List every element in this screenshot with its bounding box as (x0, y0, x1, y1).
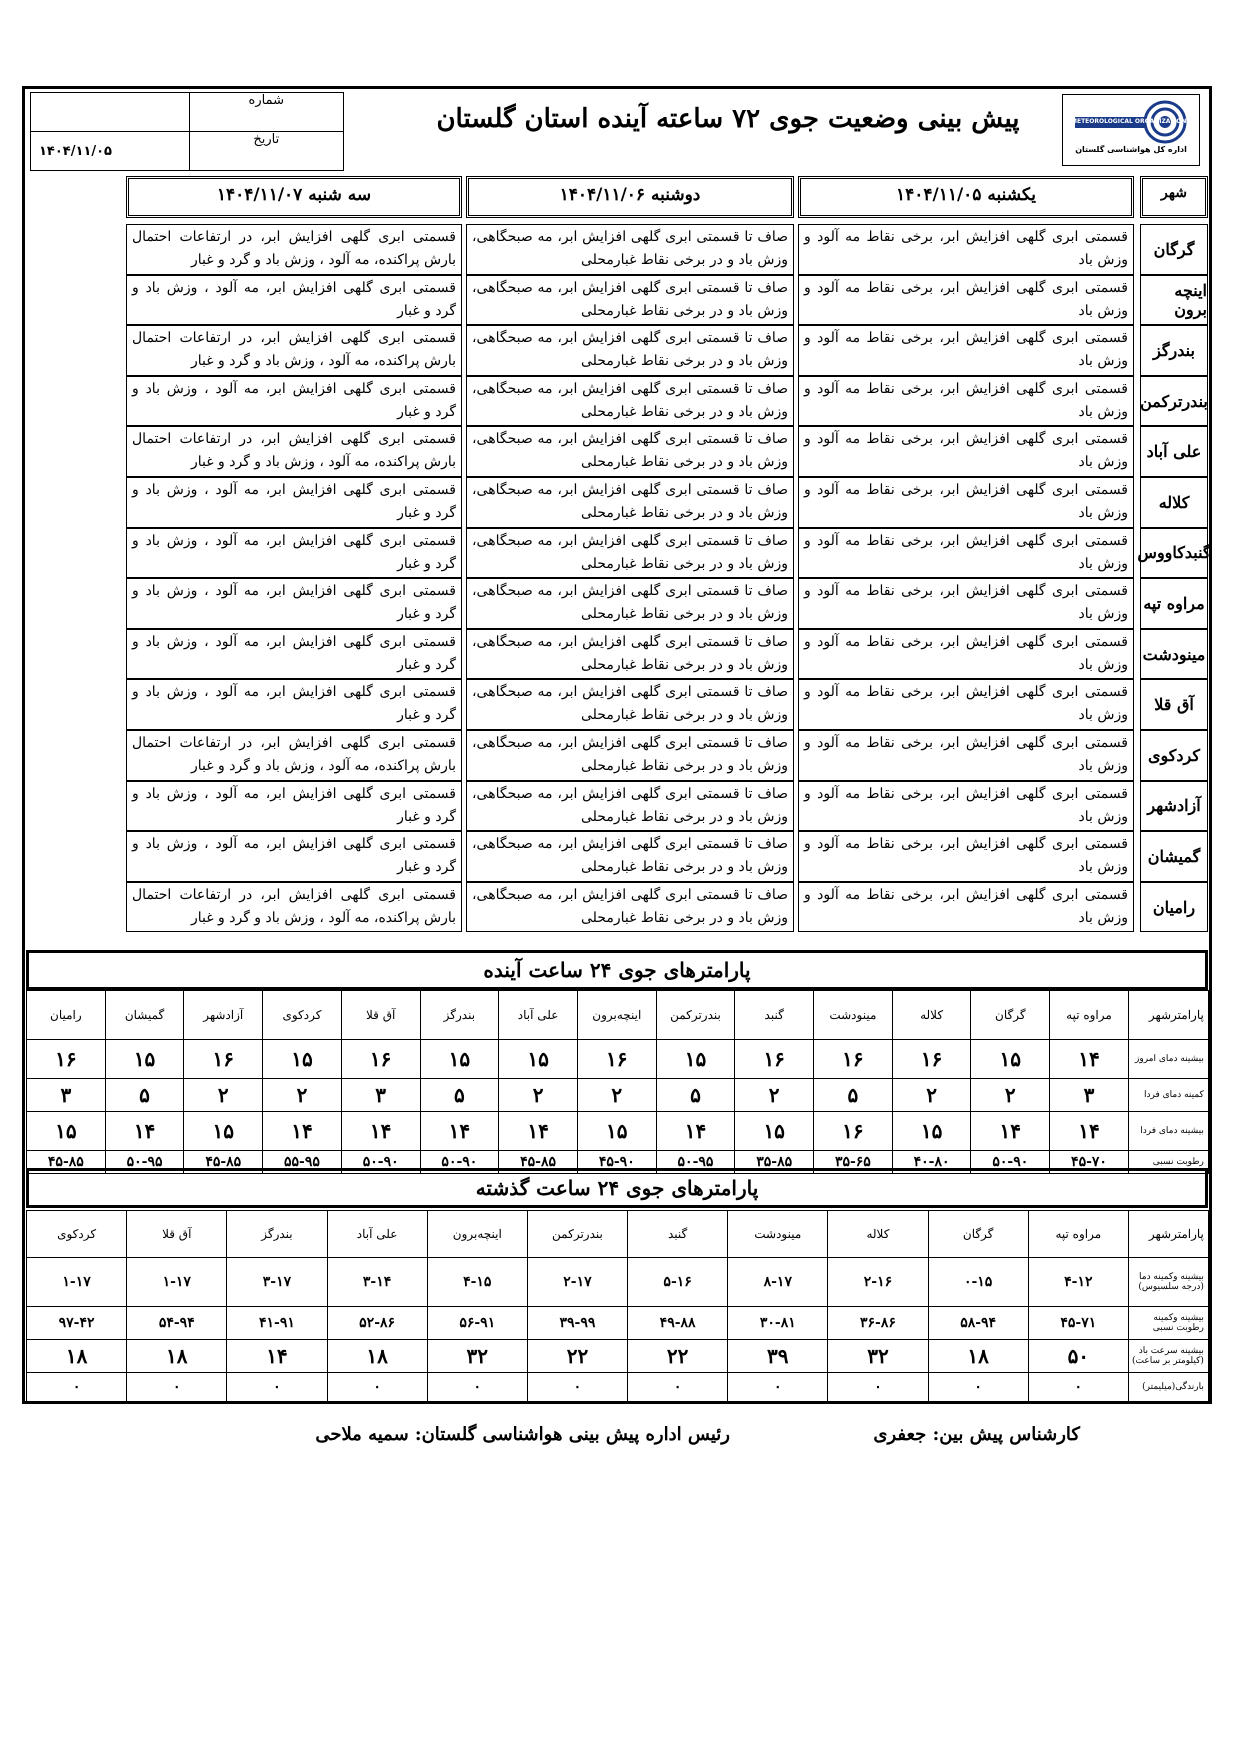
param-value: ۰ (27, 1373, 127, 1402)
next24-title: پارامترهای جوی ۲۴ ساعت آینده (26, 950, 1208, 990)
param-value: ۱۸ (127, 1340, 227, 1373)
param-value: ۱۴ (656, 1112, 735, 1151)
param-city: گرگان (928, 1211, 1028, 1258)
city-name: علی آباد (1140, 426, 1208, 477)
param-value: ۳-۱۴ (327, 1258, 427, 1307)
param-value: ۰ (427, 1373, 527, 1402)
param-value: ۲-۱۷ (527, 1258, 627, 1307)
param-row (27, 1340, 1209, 1373)
param-row-label: رطوبت نسبی (1128, 1151, 1208, 1174)
forecast-cell: قسمتی ابری گلهی افزایش ابر، برخی نقاط مه آلود و وزش باد (798, 679, 1134, 730)
param-city: رامیان (27, 991, 106, 1040)
forecast-cell: قسمتی ابری گلهی افزایش ابر، برخی نقاط مه آلود و وزش باد (798, 325, 1134, 376)
param-value: ۲ (971, 1079, 1050, 1112)
param-row-label: بیشینه وکمینه رطوبت نسبی (1128, 1307, 1208, 1340)
param-value: ۵ (814, 1079, 893, 1112)
param-value: ۳۵-۶۵ (814, 1151, 893, 1174)
forecast-cell: قسمتی ابری گلهی افزایش ابر، مه آلود ، وزش باد و گرد و غبار (126, 528, 462, 579)
forecast-cell: قسمتی ابری گلهی افزایش ابر، برخی نقاط مه آلود و وزش باد (798, 882, 1134, 933)
forecast-cell: قسمتی ابری گلهی افزایش ابر، مه آلود ، وزش باد و گرد و غبار (126, 376, 462, 427)
param-value: ۳۶-۸۶ (828, 1307, 928, 1340)
forecast-cell: قسمتی ابری گلهی افزایش ابر، مه آلود ، وزش باد و گرد و غبار (126, 275, 462, 326)
param-value: ۰-۱۵ (928, 1258, 1028, 1307)
forecast-cell: صاف تا قسمتی ابری گلهی افزایش ابر، مه صبحگاهی، وزش باد و در برخی نقاط غبارمحلی (466, 730, 794, 781)
param-value: ۴۱-۹۱ (227, 1307, 327, 1340)
param-value: ۱۵ (577, 1112, 656, 1151)
param-value: ۰ (1028, 1373, 1128, 1402)
city-name: کلاله (1140, 477, 1208, 528)
param-city: بندرگز (420, 991, 499, 1040)
past24-title: پارامترهای جوی ۲۴ ساعت گذشته (26, 1168, 1208, 1208)
forecast-cell: قسمتی ابری گلهی افزایش ابر، برخی نقاط مه آلود و وزش باد (798, 275, 1134, 326)
param-value: ۵۰-۹۰ (971, 1151, 1050, 1174)
param-value: ۳۲ (427, 1340, 527, 1373)
param-value: ۸-۱۷ (728, 1258, 828, 1307)
param-value: ۱۸ (327, 1340, 427, 1373)
forecast-cell: قسمتی ابری گلهی افزایش ابر، در ارتفاعات احتمال بارش پراکنده، مه آلود ، وزش باد و گرد و غبار (126, 882, 462, 933)
meta-table (30, 92, 344, 171)
param-value: ۱۴ (227, 1340, 327, 1373)
forecast-cell: قسمتی ابری گلهی افزایش ابر، برخی نقاط مه آلود و وزش باد (798, 730, 1134, 781)
param-value: ۱۵ (656, 1040, 735, 1079)
param-value: ۳۵-۸۵ (735, 1151, 814, 1174)
param-value: ۵۰ (1028, 1340, 1128, 1373)
param-value: ۴۵-۸۵ (27, 1151, 106, 1174)
param-city: گنبد (628, 1211, 728, 1258)
city-name: گمیشان (1140, 831, 1208, 882)
page-header (26, 90, 1208, 170)
param-value: ۴۵-۸۵ (184, 1151, 263, 1174)
param-value: ۵۵-۹۵ (263, 1151, 342, 1174)
forecast-cell: صاف تا قسمتی ابری گلهی افزایش ابر، مه صبحگاهی، وزش باد و در برخی نقاط غبارمحلی (466, 781, 794, 832)
day-header: یکشنبه ۱۴۰۴/۱۱/۰۵ (798, 176, 1134, 218)
param-value: ۴۵-۸۵ (499, 1151, 578, 1174)
param-value: ۵۰-۹۰ (420, 1151, 499, 1174)
forecast-cell: قسمتی ابری گلهی افزایش ابر، مه آلود ، وزش باد و گرد و غبار (126, 781, 462, 832)
param-city: علی آباد (499, 991, 578, 1040)
date-label: تاریخ (189, 132, 343, 171)
param-value: ۳۹-۹۹ (527, 1307, 627, 1340)
forecast-cell: صاف تا قسمتی ابری گلهی افزایش ابر، مه صبحگاهی، وزش باد و در برخی نقاط غبارمحلی (466, 679, 794, 730)
param-header-label: پارامترشهر (1128, 1211, 1208, 1258)
forecast-cell: صاف تا قسمتی ابری گلهی افزایش ابر، مه صبحگاهی، وزش باد و در برخی نقاط غبارمحلی (466, 578, 794, 629)
param-value: ۰ (127, 1373, 227, 1402)
param-value: ۱۴ (420, 1112, 499, 1151)
city-name: کردکوی (1140, 730, 1208, 781)
param-row (27, 1307, 1209, 1340)
forecast-cell: قسمتی ابری گلهی افزایش ابر، در ارتفاعات احتمال بارش پراکنده، مه آلود ، وزش باد و گرد و غبار (126, 325, 462, 376)
forecaster-signature: کارشناس پیش بین: جعفری (873, 1424, 1080, 1445)
city-name: اینچه برون (1140, 275, 1208, 326)
param-row-label: بیشینه سرعت باد (کیلومتر بر ساعت) (1128, 1340, 1208, 1373)
city-name: آزادشهر (1140, 781, 1208, 832)
param-city: علی آباد (327, 1211, 427, 1258)
param-value: ۳۲ (828, 1340, 928, 1373)
param-value: ۰ (928, 1373, 1028, 1402)
forecast-cell: صاف تا قسمتی ابری گلهی افزایش ابر، مه صبحگاهی، وزش باد و در برخی نقاط غبارمحلی (466, 831, 794, 882)
param-value: ۰ (728, 1373, 828, 1402)
param-value: ۱۵ (184, 1112, 263, 1151)
param-value: ۲-۱۶ (828, 1258, 928, 1307)
number-value (31, 93, 190, 132)
logo-text: METEOROLOGICAL ORGANIZATION (1071, 118, 1187, 125)
forecast-cell: قسمتی ابری گلهی افزایش ابر، در ارتفاعات احتمال بارش پراکنده، مه آلود ، وزش باد و گرد و غبار (126, 730, 462, 781)
param-value: ۱۶ (341, 1040, 420, 1079)
param-value: ۰ (227, 1373, 327, 1402)
forecast-cell: قسمتی ابری گلهی افزایش ابر، مه آلود ، وزش باد و گرد و غبار (126, 477, 462, 528)
param-value: ۴-۱۵ (427, 1258, 527, 1307)
param-city: اینچه‌برون (577, 991, 656, 1040)
param-value: ۱۸ (928, 1340, 1028, 1373)
forecast-cell: قسمتی ابری گلهی افزایش ابر، برخی نقاط مه آلود و وزش باد (798, 528, 1134, 579)
param-city: کلاله (892, 991, 971, 1040)
param-city: بندرگز (227, 1211, 327, 1258)
head-signature: رئیس اداره پیش بینی هواشناسی گلستان: سمیه ملاحی (315, 1424, 730, 1445)
day-header: سه شنبه ۱۴۰۴/۱۱/۰۷ (126, 176, 462, 218)
param-value: ۲ (735, 1079, 814, 1112)
param-value: ۰ (628, 1373, 728, 1402)
param-header-label: پارامترشهر (1128, 991, 1208, 1040)
param-value: ۱-۱۷ (27, 1258, 127, 1307)
city-name: مینودشت (1140, 629, 1208, 680)
param-value: ۳۹ (728, 1340, 828, 1373)
param-value: ۱۵ (105, 1040, 184, 1079)
param-row (27, 1040, 1209, 1079)
city-name: آق قلا (1140, 679, 1208, 730)
city-name: گنبدکاووس (1140, 528, 1208, 579)
day-header: دوشنبه ۱۴۰۴/۱۱/۰۶ (466, 176, 794, 218)
param-city: گمیشان (105, 991, 184, 1040)
param-value: ۵۴-۹۴ (127, 1307, 227, 1340)
param-value: ۱۶ (577, 1040, 656, 1079)
date-value: ۱۴۰۴/۱۱/۰۵ (31, 132, 190, 171)
param-value: ۱۵ (420, 1040, 499, 1079)
param-city: آق قلا (341, 991, 420, 1040)
param-value: ۰ (327, 1373, 427, 1402)
forecast-cell: قسمتی ابری گلهی افزایش ابر، برخی نقاط مه آلود و وزش باد (798, 376, 1134, 427)
param-value: ۲۲ (628, 1340, 728, 1373)
forecast-cell: قسمتی ابری گلهی افزایش ابر، برخی نقاط مه آلود و وزش باد (798, 224, 1134, 275)
param-row-label: بیشینه وکمینه دما (درجه سلسیوس) (1128, 1258, 1208, 1307)
param-value: ۱۴ (499, 1112, 578, 1151)
param-value: ۱۶ (735, 1040, 814, 1079)
param-city: اینچه‌برون (427, 1211, 527, 1258)
param-value: ۱۶ (814, 1112, 893, 1151)
city-header: شهر (1140, 176, 1208, 218)
param-value: ۵ (105, 1079, 184, 1112)
param-value: ۲ (184, 1079, 263, 1112)
param-value: ۱۵ (971, 1040, 1050, 1079)
param-city: کردکوی (27, 1211, 127, 1258)
forecast-cell: صاف تا قسمتی ابری گلهی افزایش ابر، مه صبحگاهی، وزش باد و در برخی نقاط غبارمحلی (466, 882, 794, 933)
param-row (27, 1258, 1209, 1307)
param-value: ۰ (527, 1373, 627, 1402)
param-value: ۵۸-۹۴ (928, 1307, 1028, 1340)
forecast-cell: قسمتی ابری گلهی افزایش ابر، مه آلود ، وزش باد و گرد و غبار (126, 629, 462, 680)
city-name: بندرگز (1140, 325, 1208, 376)
param-header-row (27, 991, 1209, 1040)
param-value: ۱۴ (105, 1112, 184, 1151)
forecast-cell: صاف تا قسمتی ابری گلهی افزایش ابر، مه صبحگاهی، وزش باد و در برخی نقاط غبارمحلی (466, 325, 794, 376)
forecast-cell: صاف تا قسمتی ابری گلهی افزایش ابر، مه صبحگاهی، وزش باد و در برخی نقاط غبارمحلی (466, 376, 794, 427)
param-row (27, 1079, 1209, 1112)
param-value: ۴۹-۸۸ (628, 1307, 728, 1340)
param-city: کلاله (828, 1211, 928, 1258)
param-value: ۱۴ (1050, 1112, 1129, 1151)
param-row (27, 1112, 1209, 1151)
param-value: ۰ (828, 1373, 928, 1402)
param-value: ۵۰-۹۵ (656, 1151, 735, 1174)
param-value: ۳ (341, 1079, 420, 1112)
forecast-cell: صاف تا قسمتی ابری گلهی افزایش ابر، مه صبحگاهی، وزش باد و در برخی نقاط غبارمحلی (466, 426, 794, 477)
forecast-cell: قسمتی ابری گلهی افزایش ابر، برخی نقاط مه آلود و وزش باد (798, 578, 1134, 629)
param-city: مراوه تپه (1028, 1211, 1128, 1258)
city-name: رامیان (1140, 882, 1208, 933)
forecast-cell: قسمتی ابری گلهی افزایش ابر، برخی نقاط مه آلود و وزش باد (798, 629, 1134, 680)
param-value: ۵ (420, 1079, 499, 1112)
param-city: گنبد (735, 991, 814, 1040)
param-value: ۵-۱۶ (628, 1258, 728, 1307)
param-row-label: بیشینه دمای فردا (1128, 1112, 1208, 1151)
param-value: ۱۵ (735, 1112, 814, 1151)
forecast-cell: قسمتی ابری گلهی افزایش ابر، برخی نقاط مه آلود و وزش باد (798, 781, 1134, 832)
param-row-label: بارندگی(میلیمتر) (1128, 1373, 1208, 1402)
param-value: ۱-۱۷ (127, 1258, 227, 1307)
param-value: ۲ (263, 1079, 342, 1112)
param-value: ۵۶-۹۱ (427, 1307, 527, 1340)
forecast-cell: قسمتی ابری گلهی افزایش ابر، مه آلود ، وزش باد و گرد و غبار (126, 578, 462, 629)
forecast-cell: قسمتی ابری گلهی افزایش ابر، مه آلود ، وزش باد و گرد و غبار (126, 831, 462, 882)
param-value: ۱۶ (27, 1040, 106, 1079)
forecast-cell: صاف تا قسمتی ابری گلهی افزایش ابر، مه صبحگاهی، وزش باد و در برخی نقاط غبارمحلی (466, 629, 794, 680)
param-city: مراوه تپه (1050, 991, 1129, 1040)
param-value: ۴-۱۲ (1028, 1258, 1128, 1307)
forecast-cell: صاف تا قسمتی ابری گلهی افزایش ابر، مه صبحگاهی، وزش باد و در برخی نقاط غبارمحلی (466, 477, 794, 528)
param-value: ۱۶ (892, 1040, 971, 1079)
param-row-label: بیشینه دمای امروز (1128, 1040, 1208, 1079)
param-city: آزادشهر (184, 991, 263, 1040)
past24-table (26, 1210, 1209, 1402)
param-value: ۱۸ (27, 1340, 127, 1373)
forecast-cell: قسمتی ابری گلهی افزایش ابر، در ارتفاعات احتمال بارش پراکنده، مه آلود ، وزش باد و گرد و غبار (126, 224, 462, 275)
param-value: ۱۶ (184, 1040, 263, 1079)
forecast-cell: قسمتی ابری گلهی افزایش ابر، مه آلود ، وزش باد و گرد و غبار (126, 679, 462, 730)
logo-caption: اداره کل هواشناسی گلستان (1075, 145, 1187, 154)
city-name: گرگان (1140, 224, 1208, 275)
param-city: مینودشت (814, 991, 893, 1040)
param-city: کردکوی (263, 991, 342, 1040)
city-name: بندرترکمن (1140, 376, 1208, 427)
param-value: ۲ (577, 1079, 656, 1112)
param-value: ۱۴ (1050, 1040, 1129, 1079)
param-value: ۱۵ (499, 1040, 578, 1079)
param-value: ۱۴ (971, 1112, 1050, 1151)
forecast-cell: قسمتی ابری گلهی افزایش ابر، برخی نقاط مه آلود و وزش باد (798, 426, 1134, 477)
next24-table (26, 990, 1209, 1174)
param-city: بندرترکمن (656, 991, 735, 1040)
param-value: ۳ (27, 1079, 106, 1112)
param-value: ۴۰-۸۰ (892, 1151, 971, 1174)
param-value: ۴۵-۹۰ (577, 1151, 656, 1174)
param-value: ۹۷-۴۲ (27, 1307, 127, 1340)
forecast-cell: صاف تا قسمتی ابری گلهی افزایش ابر، مه صبحگاهی، وزش باد و در برخی نقاط غبارمحلی (466, 275, 794, 326)
param-value: ۲۲ (527, 1340, 627, 1373)
param-value: ۵۰-۹۰ (341, 1151, 420, 1174)
forecast-cell: صاف تا قسمتی ابری گلهی افزایش ابر، مه صبحگاهی، وزش باد و در برخی نقاط غبارمحلی (466, 224, 794, 275)
param-value: ۱۶ (814, 1040, 893, 1079)
city-name: مراوه تپه (1140, 578, 1208, 629)
forecast-cell: قسمتی ابری گلهی افزایش ابر، برخی نقاط مه آلود و وزش باد (798, 831, 1134, 882)
number-label: شماره (189, 93, 343, 132)
param-city: بندرترکمن (527, 1211, 627, 1258)
param-value: ۱۴ (341, 1112, 420, 1151)
param-row (27, 1373, 1209, 1402)
param-value: ۵ (656, 1079, 735, 1112)
param-city: گرگان (971, 991, 1050, 1040)
param-value: ۳۰-۸۱ (728, 1307, 828, 1340)
forecast-cell: صاف تا قسمتی ابری گلهی افزایش ابر، مه صبحگاهی، وزش باد و در برخی نقاط غبارمحلی (466, 528, 794, 579)
param-header-row (27, 1211, 1209, 1258)
param-value: ۴۵-۷۱ (1028, 1307, 1128, 1340)
param-value: ۳-۱۷ (227, 1258, 327, 1307)
param-value: ۵۲-۸۶ (327, 1307, 427, 1340)
param-value: ۱۵ (892, 1112, 971, 1151)
organization-logo (1062, 94, 1200, 166)
param-row-label: کمینه دمای فردا (1128, 1079, 1208, 1112)
param-value: ۴۵-۷۰ (1050, 1151, 1129, 1174)
param-value: ۱۵ (263, 1040, 342, 1079)
forecast-cell: قسمتی ابری گلهی افزایش ابر، برخی نقاط مه آلود و وزش باد (798, 477, 1134, 528)
param-city: آق قلا (127, 1211, 227, 1258)
param-value: ۱۵ (27, 1112, 106, 1151)
param-value: ۲ (892, 1079, 971, 1112)
param-value: ۲ (499, 1079, 578, 1112)
page-title: پیش بینی وضعیت جوی ۷۲ ساعته آینده استان گلستان (436, 104, 1020, 134)
param-value: ۳ (1050, 1079, 1129, 1112)
param-value: ۵۰-۹۵ (105, 1151, 184, 1174)
forecast-cell: قسمتی ابری گلهی افزایش ابر، در ارتفاعات احتمال بارش پراکنده، مه آلود ، وزش باد و گرد و غبار (126, 426, 462, 477)
param-value: ۱۴ (263, 1112, 342, 1151)
param-city: مینودشت (728, 1211, 828, 1258)
